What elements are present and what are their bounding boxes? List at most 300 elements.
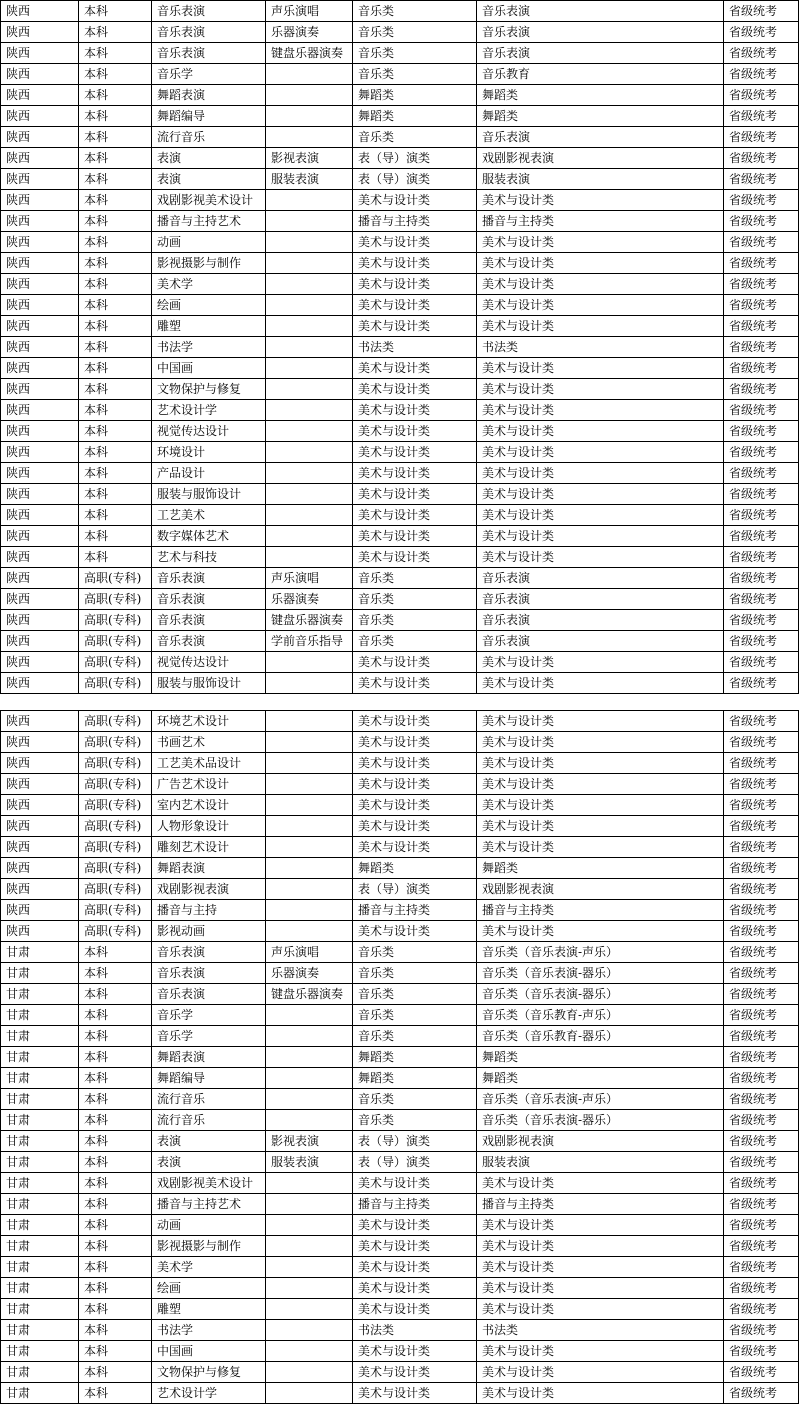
direction-cell (266, 711, 353, 732)
major-cell: 播音与主持 (152, 900, 266, 921)
direction-cell (266, 1110, 353, 1131)
province-cell: 陕西 (1, 211, 79, 232)
direction-cell (266, 795, 353, 816)
direction-cell: 键盘乐器演奏 (266, 43, 353, 64)
exam-type-cell: 省级统考 (724, 43, 799, 64)
exam-subject-cell: 美术与设计类 (477, 400, 724, 421)
exam-subject-cell: 音乐表演 (477, 22, 724, 43)
direction-cell (266, 463, 353, 484)
province-cell: 甘肃 (1, 1362, 79, 1383)
major-cell: 音乐学 (152, 64, 266, 85)
level-cell: 本科 (79, 1383, 152, 1404)
exam-type-cell: 省级统考 (724, 1026, 799, 1047)
exam-category-cell: 音乐类 (353, 1, 477, 22)
exam-type-cell: 省级统考 (724, 1, 799, 22)
direction-cell (266, 1026, 353, 1047)
exam-category-cell: 音乐类 (353, 589, 477, 610)
province-cell: 陕西 (1, 232, 79, 253)
table-row (1, 169, 799, 190)
direction-cell (266, 1362, 353, 1383)
direction-cell (266, 316, 353, 337)
direction-cell (266, 484, 353, 505)
table-row (1, 1, 799, 22)
direction-cell: 影视表演 (266, 1131, 353, 1152)
major-cell: 艺术设计学 (152, 400, 266, 421)
province-cell: 陕西 (1, 148, 79, 169)
exam-category-cell: 舞蹈类 (353, 1068, 477, 1089)
major-cell: 影视摄影与制作 (152, 1236, 266, 1257)
level-cell: 高职(专科) (79, 631, 152, 652)
province-cell: 甘肃 (1, 963, 79, 984)
exam-subject-cell: 美术与设计类 (477, 442, 724, 463)
exam-type-cell: 省级统考 (724, 963, 799, 984)
table-row (1, 1299, 799, 1320)
direction-cell (266, 64, 353, 85)
level-cell: 高职(专科) (79, 774, 152, 795)
major-cell: 表演 (152, 148, 266, 169)
major-cell: 音乐表演 (152, 610, 266, 631)
province-cell: 陕西 (1, 610, 79, 631)
level-cell: 本科 (79, 1173, 152, 1194)
table-row (1, 1341, 799, 1362)
level-cell: 高职(专科) (79, 858, 152, 879)
exam-type-cell: 省级统考 (724, 858, 799, 879)
province-cell: 甘肃 (1, 1131, 79, 1152)
exam-type-cell: 省级统考 (724, 1005, 799, 1026)
major-cell: 音乐表演 (152, 1, 266, 22)
exam-category-cell: 音乐类 (353, 568, 477, 589)
major-cell: 戏剧影视表演 (152, 879, 266, 900)
province-cell: 陕西 (1, 505, 79, 526)
table-row (1, 1131, 799, 1152)
table-row (1, 610, 799, 631)
major-cell: 中国画 (152, 358, 266, 379)
exam-category-cell: 美术与设计类 (353, 421, 477, 442)
table-row (1, 753, 799, 774)
table-row (1, 274, 799, 295)
exam-category-cell: 美术与设计类 (353, 484, 477, 505)
level-cell: 本科 (79, 64, 152, 85)
exam-category-cell: 美术与设计类 (353, 505, 477, 526)
direction-cell: 服装表演 (266, 1152, 353, 1173)
major-cell: 戏剧影视美术设计 (152, 1173, 266, 1194)
province-cell: 陕西 (1, 358, 79, 379)
exam-subject-cell: 音乐表演 (477, 568, 724, 589)
exam-category-cell: 美术与设计类 (353, 232, 477, 253)
exam-type-cell: 省级统考 (724, 253, 799, 274)
level-cell: 高职(专科) (79, 673, 152, 694)
direction-cell (266, 1089, 353, 1110)
province-cell: 陕西 (1, 274, 79, 295)
direction-cell (266, 837, 353, 858)
province-cell: 陕西 (1, 774, 79, 795)
major-cell: 音乐表演 (152, 942, 266, 963)
exam-type-cell: 省级统考 (724, 1341, 799, 1362)
level-cell: 本科 (79, 253, 152, 274)
exam-category-cell: 美术与设计类 (353, 358, 477, 379)
major-cell: 环境设计 (152, 442, 266, 463)
exam-type-cell: 省级统考 (724, 1047, 799, 1068)
exam-category-cell: 舞蹈类 (353, 106, 477, 127)
table-body-top (1, 1, 799, 694)
admissions-table-top (0, 0, 799, 694)
major-cell: 音乐学 (152, 1026, 266, 1047)
table-row (1, 253, 799, 274)
exam-subject-cell: 美术与设计类 (477, 190, 724, 211)
table-row (1, 127, 799, 148)
exam-category-cell: 音乐类 (353, 43, 477, 64)
level-cell: 高职(专科) (79, 568, 152, 589)
province-cell: 陕西 (1, 442, 79, 463)
exam-type-cell: 省级统考 (724, 106, 799, 127)
exam-category-cell: 美术与设计类 (353, 753, 477, 774)
table-row (1, 652, 799, 673)
level-cell: 本科 (79, 1089, 152, 1110)
exam-category-cell: 播音与主持类 (353, 211, 477, 232)
province-cell: 陕西 (1, 732, 79, 753)
exam-subject-cell: 美术与设计类 (477, 358, 724, 379)
level-cell: 本科 (79, 1299, 152, 1320)
exam-type-cell: 省级统考 (724, 442, 799, 463)
exam-category-cell: 美术与设计类 (353, 1257, 477, 1278)
exam-type-cell: 省级统考 (724, 337, 799, 358)
exam-type-cell: 省级统考 (724, 505, 799, 526)
table-row (1, 1068, 799, 1089)
major-cell: 影视动画 (152, 921, 266, 942)
exam-subject-cell: 音乐类（音乐教育-声乐） (477, 1005, 724, 1026)
exam-subject-cell: 美术与设计类 (477, 232, 724, 253)
province-cell: 陕西 (1, 589, 79, 610)
province-cell: 陕西 (1, 526, 79, 547)
exam-subject-cell: 美术与设计类 (477, 526, 724, 547)
exam-type-cell: 省级统考 (724, 631, 799, 652)
level-cell: 本科 (79, 295, 152, 316)
exam-type-cell: 省级统考 (724, 1236, 799, 1257)
level-cell: 高职(专科) (79, 711, 152, 732)
table-row (1, 589, 799, 610)
exam-type-cell: 省级统考 (724, 774, 799, 795)
province-cell: 陕西 (1, 400, 79, 421)
exam-category-cell: 音乐类 (353, 963, 477, 984)
exam-type-cell: 省级统考 (724, 316, 799, 337)
direction-cell (266, 1320, 353, 1341)
province-cell: 甘肃 (1, 1278, 79, 1299)
direction-cell (266, 732, 353, 753)
major-cell: 音乐表演 (152, 43, 266, 64)
level-cell: 高职(专科) (79, 837, 152, 858)
table-row (1, 547, 799, 568)
province-cell: 陕西 (1, 169, 79, 190)
major-cell: 动画 (152, 232, 266, 253)
level-cell: 本科 (79, 942, 152, 963)
province-cell: 陕西 (1, 106, 79, 127)
exam-category-cell: 美术与设计类 (353, 652, 477, 673)
exam-category-cell: 美术与设计类 (353, 1362, 477, 1383)
exam-subject-cell: 音乐类（音乐表演-声乐） (477, 1089, 724, 1110)
major-cell: 音乐表演 (152, 22, 266, 43)
direction-cell (266, 879, 353, 900)
exam-type-cell: 省级统考 (724, 1152, 799, 1173)
level-cell: 本科 (79, 1131, 152, 1152)
level-cell: 高职(专科) (79, 879, 152, 900)
level-cell: 本科 (79, 1257, 152, 1278)
major-cell: 舞蹈编导 (152, 1068, 266, 1089)
major-cell: 人物形象设计 (152, 816, 266, 837)
exam-subject-cell: 音乐类（音乐表演-器乐） (477, 984, 724, 1005)
province-cell: 陕西 (1, 190, 79, 211)
exam-type-cell: 省级统考 (724, 673, 799, 694)
major-cell: 艺术设计学 (152, 1383, 266, 1404)
exam-category-cell: 音乐类 (353, 1005, 477, 1026)
exam-type-cell: 省级统考 (724, 1110, 799, 1131)
direction-cell: 键盘乐器演奏 (266, 984, 353, 1005)
table-row (1, 1383, 799, 1404)
exam-category-cell: 美术与设计类 (353, 1215, 477, 1236)
exam-type-cell: 省级统考 (724, 484, 799, 505)
level-cell: 本科 (79, 1047, 152, 1068)
level-cell: 本科 (79, 1068, 152, 1089)
table-row (1, 1215, 799, 1236)
exam-type-cell: 省级统考 (724, 547, 799, 568)
exam-type-cell: 省级统考 (724, 1215, 799, 1236)
table-body-bottom (1, 711, 799, 1404)
province-cell: 陕西 (1, 85, 79, 106)
exam-type-cell: 省级统考 (724, 652, 799, 673)
exam-category-cell: 美术与设计类 (353, 921, 477, 942)
exam-subject-cell: 舞蹈类 (477, 1047, 724, 1068)
province-cell: 陕西 (1, 547, 79, 568)
exam-type-cell: 省级统考 (724, 358, 799, 379)
table-row (1, 526, 799, 547)
level-cell: 本科 (79, 1320, 152, 1341)
exam-type-cell: 省级统考 (724, 1068, 799, 1089)
level-cell: 本科 (79, 442, 152, 463)
exam-type-cell: 省级统考 (724, 274, 799, 295)
province-cell: 陕西 (1, 568, 79, 589)
table-row (1, 106, 799, 127)
table-row (1, 505, 799, 526)
exam-subject-cell: 音乐表演 (477, 127, 724, 148)
direction-cell: 服装表演 (266, 169, 353, 190)
table-row (1, 1236, 799, 1257)
direction-cell (266, 1047, 353, 1068)
exam-category-cell: 音乐类 (353, 1089, 477, 1110)
exam-category-cell: 美术与设计类 (353, 1299, 477, 1320)
level-cell: 本科 (79, 984, 152, 1005)
major-cell: 播音与主持艺术 (152, 211, 266, 232)
direction-cell (266, 1341, 353, 1362)
table-row (1, 1152, 799, 1173)
exam-category-cell: 表（导）演类 (353, 169, 477, 190)
exam-type-cell: 省级统考 (724, 900, 799, 921)
province-cell: 甘肃 (1, 1320, 79, 1341)
major-cell: 视觉传达设计 (152, 421, 266, 442)
direction-cell (266, 1173, 353, 1194)
level-cell: 本科 (79, 169, 152, 190)
table-row (1, 879, 799, 900)
exam-subject-cell: 书法类 (477, 1320, 724, 1341)
exam-category-cell: 美术与设计类 (353, 274, 477, 295)
major-cell: 表演 (152, 169, 266, 190)
province-cell: 甘肃 (1, 942, 79, 963)
exam-subject-cell: 美术与设计类 (477, 1215, 724, 1236)
exam-category-cell: 美术与设计类 (353, 1278, 477, 1299)
exam-type-cell: 省级统考 (724, 1257, 799, 1278)
direction-cell (266, 442, 353, 463)
major-cell: 音乐表演 (152, 631, 266, 652)
major-cell: 舞蹈表演 (152, 1047, 266, 1068)
exam-category-cell: 美术与设计类 (353, 1173, 477, 1194)
level-cell: 本科 (79, 1026, 152, 1047)
province-cell: 陕西 (1, 316, 79, 337)
exam-subject-cell: 音乐表演 (477, 1, 724, 22)
table-row (1, 337, 799, 358)
table-row (1, 774, 799, 795)
major-cell: 雕塑 (152, 1299, 266, 1320)
exam-category-cell: 美术与设计类 (353, 1383, 477, 1404)
table-row (1, 190, 799, 211)
province-cell: 甘肃 (1, 1383, 79, 1404)
exam-subject-cell: 美术与设计类 (477, 379, 724, 400)
province-cell: 甘肃 (1, 1257, 79, 1278)
exam-category-cell: 书法类 (353, 1320, 477, 1341)
direction-cell (266, 379, 353, 400)
exam-type-cell: 省级统考 (724, 1278, 799, 1299)
major-cell: 舞蹈表演 (152, 85, 266, 106)
exam-subject-cell: 美术与设计类 (477, 774, 724, 795)
level-cell: 本科 (79, 85, 152, 106)
exam-subject-cell: 美术与设计类 (477, 1362, 724, 1383)
exam-subject-cell: 戏剧影视表演 (477, 879, 724, 900)
direction-cell: 声乐演唱 (266, 942, 353, 963)
exam-subject-cell: 服装表演 (477, 1152, 724, 1173)
table-row (1, 1026, 799, 1047)
exam-type-cell: 省级统考 (724, 1173, 799, 1194)
direction-cell (266, 858, 353, 879)
exam-category-cell: 美术与设计类 (353, 816, 477, 837)
exam-type-cell: 省级统考 (724, 942, 799, 963)
province-cell: 甘肃 (1, 1173, 79, 1194)
level-cell: 高职(专科) (79, 921, 152, 942)
exam-subject-cell: 美术与设计类 (477, 1173, 724, 1194)
exam-type-cell: 省级统考 (724, 1320, 799, 1341)
level-cell: 本科 (79, 127, 152, 148)
exam-type-cell: 省级统考 (724, 732, 799, 753)
exam-subject-cell: 美术与设计类 (477, 1236, 724, 1257)
table-row (1, 1110, 799, 1131)
exam-subject-cell: 美术与设计类 (477, 316, 724, 337)
major-cell: 绘画 (152, 1278, 266, 1299)
province-cell: 陕西 (1, 837, 79, 858)
major-cell: 音乐表演 (152, 984, 266, 1005)
level-cell: 高职(专科) (79, 753, 152, 774)
exam-category-cell: 美术与设计类 (353, 711, 477, 732)
table-row (1, 1047, 799, 1068)
province-cell: 陕西 (1, 379, 79, 400)
exam-category-cell: 舞蹈类 (353, 85, 477, 106)
exam-type-cell: 省级统考 (724, 589, 799, 610)
exam-category-cell: 美术与设计类 (353, 774, 477, 795)
major-cell: 工艺美术 (152, 505, 266, 526)
level-cell: 本科 (79, 274, 152, 295)
level-cell: 本科 (79, 1005, 152, 1026)
province-cell: 甘肃 (1, 1068, 79, 1089)
exam-subject-cell: 音乐类（音乐表演-器乐） (477, 1110, 724, 1131)
major-cell: 动画 (152, 1215, 266, 1236)
major-cell: 表演 (152, 1131, 266, 1152)
direction-cell (266, 106, 353, 127)
direction-cell (266, 774, 353, 795)
direction-cell: 影视表演 (266, 148, 353, 169)
exam-category-cell: 表（导）演类 (353, 1131, 477, 1152)
exam-subject-cell: 播音与主持类 (477, 1194, 724, 1215)
exam-category-cell: 美术与设计类 (353, 253, 477, 274)
exam-subject-cell: 美术与设计类 (477, 753, 724, 774)
exam-category-cell: 美术与设计类 (353, 316, 477, 337)
exam-type-cell: 省级统考 (724, 211, 799, 232)
exam-subject-cell: 音乐类（音乐表演-声乐） (477, 942, 724, 963)
level-cell: 高职(专科) (79, 589, 152, 610)
level-cell: 高职(专科) (79, 610, 152, 631)
table-row (1, 1173, 799, 1194)
province-cell: 甘肃 (1, 1152, 79, 1173)
level-cell: 本科 (79, 1362, 152, 1383)
province-cell: 陕西 (1, 484, 79, 505)
major-cell: 戏剧影视美术设计 (152, 190, 266, 211)
province-cell: 陕西 (1, 753, 79, 774)
exam-subject-cell: 美术与设计类 (477, 816, 724, 837)
province-cell: 陕西 (1, 711, 79, 732)
table-row (1, 43, 799, 64)
province-cell: 甘肃 (1, 1236, 79, 1257)
major-cell: 产品设计 (152, 463, 266, 484)
level-cell: 本科 (79, 1, 152, 22)
exam-subject-cell: 美术与设计类 (477, 1383, 724, 1404)
table-row (1, 673, 799, 694)
direction-cell (266, 274, 353, 295)
direction-cell: 学前音乐指导 (266, 631, 353, 652)
major-cell: 书画艺术 (152, 732, 266, 753)
table-row (1, 732, 799, 753)
direction-cell (266, 1257, 353, 1278)
direction-cell (266, 85, 353, 106)
exam-type-cell: 省级统考 (724, 85, 799, 106)
table-row (1, 85, 799, 106)
direction-cell (266, 1278, 353, 1299)
exam-subject-cell: 美术与设计类 (477, 421, 724, 442)
exam-subject-cell: 美术与设计类 (477, 673, 724, 694)
exam-type-cell: 省级统考 (724, 568, 799, 589)
direction-cell (266, 421, 353, 442)
exam-subject-cell: 舞蹈类 (477, 106, 724, 127)
table-row (1, 1257, 799, 1278)
major-cell: 流行音乐 (152, 1089, 266, 1110)
province-cell: 陕西 (1, 673, 79, 694)
province-cell: 陕西 (1, 879, 79, 900)
table-row (1, 942, 799, 963)
exam-type-cell: 省级统考 (724, 984, 799, 1005)
province-cell: 陕西 (1, 900, 79, 921)
exam-category-cell: 舞蹈类 (353, 1047, 477, 1068)
direction-cell: 乐器演奏 (266, 963, 353, 984)
province-cell: 陕西 (1, 22, 79, 43)
major-cell: 流行音乐 (152, 127, 266, 148)
exam-category-cell: 表（导）演类 (353, 148, 477, 169)
level-cell: 本科 (79, 463, 152, 484)
major-cell: 美术学 (152, 1257, 266, 1278)
major-cell: 音乐表演 (152, 963, 266, 984)
level-cell: 高职(专科) (79, 795, 152, 816)
